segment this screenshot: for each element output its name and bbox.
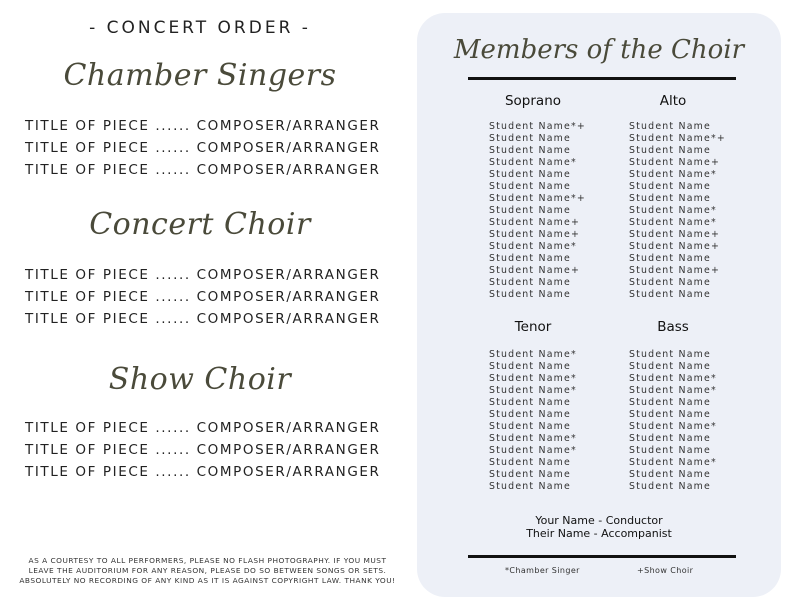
member-name: Student Name+ [489, 229, 580, 240]
tenor-heading: Tenor [514, 319, 552, 335]
section-heading-chamber-singers: Chamber Singers [63, 58, 337, 93]
member-name: Student Name+ [489, 217, 580, 228]
member-name: Student Name+ [489, 265, 580, 276]
alto-list [629, 121, 726, 301]
member-name: Student Name [629, 181, 711, 192]
program-piece: TITLE OF PIECE ...... COMPOSER/ARRANGER [25, 420, 381, 436]
member-name: Student Name [489, 133, 571, 144]
member-name: Student Name* [489, 157, 577, 168]
program-piece: TITLE OF PIECE ...... COMPOSER/ARRANGER [25, 118, 381, 134]
member-name: Student Name*+ [629, 133, 726, 144]
member-name: Student Name+ [629, 241, 720, 252]
member-name: Student Name* [489, 445, 577, 456]
member-name: Student Name+ [629, 229, 720, 240]
soprano-list [489, 121, 586, 301]
member-name: Student Name* [629, 373, 717, 384]
bass-list [629, 349, 717, 493]
member-name: Student Name* [489, 373, 577, 384]
member-name: Student Name [489, 145, 571, 156]
legend-show-choir: +Show Choir [637, 566, 694, 575]
member-name: Student Name [489, 397, 571, 408]
program-piece: TITLE OF PIECE ...... COMPOSER/ARRANGER [25, 442, 381, 458]
member-name: Student Name* [489, 385, 577, 396]
member-name: Student Name*+ [489, 193, 586, 204]
member-name: Student Name [629, 481, 711, 492]
member-name: Student Name [489, 481, 571, 492]
bass-heading: Bass [657, 319, 689, 335]
program-piece: TITLE OF PIECE ...... COMPOSER/ARRANGER [25, 267, 381, 283]
member-name: Student Name* [629, 169, 717, 180]
member-name: Student Name [489, 457, 571, 468]
section-heading-show-choir: Show Choir [108, 362, 292, 397]
member-name: Student Name [629, 145, 711, 156]
member-name: Student Name [489, 277, 571, 288]
member-name: Student Name [629, 277, 711, 288]
member-name: Student Name [629, 469, 711, 480]
member-name: Student Name* [629, 217, 717, 228]
member-name: Student Name* [629, 421, 717, 432]
member-name: Student Name* [629, 385, 717, 396]
member-name: Student Name* [629, 205, 717, 216]
section-heading-concert-choir: Concert Choir [89, 207, 311, 242]
member-name: Student Name [629, 409, 711, 420]
member-name: Student Name [489, 205, 571, 216]
program-piece: TITLE OF PIECE ...... COMPOSER/ARRANGER [25, 140, 381, 156]
member-name: Student Name [629, 289, 711, 300]
legend-chamber-singer: *Chamber Singer [505, 566, 580, 575]
member-name: Student Name [629, 253, 711, 264]
member-name: Student Name [489, 469, 571, 480]
member-name: Student Name [629, 361, 711, 372]
member-name: Student Name+ [629, 157, 720, 168]
member-name: Student Name [629, 193, 711, 204]
bottom-divider [468, 555, 736, 558]
credits [417, 514, 781, 540]
member-name: Student Name* [629, 457, 717, 468]
members-title: Members of the Choir [453, 35, 745, 65]
member-name: Student Name+ [629, 265, 720, 276]
program-piece: TITLE OF PIECE ...... COMPOSER/ARRANGER [25, 162, 381, 178]
member-name: Student Name*+ [489, 121, 586, 132]
conductor-credit: Your Name - Conductor [535, 514, 663, 527]
program-piece: TITLE OF PIECE ...... COMPOSER/ARRANGER [25, 311, 381, 327]
alto-heading: Alto [659, 93, 687, 109]
member-name: Student Name [629, 349, 711, 360]
member-name: Student Name [629, 445, 711, 456]
program-piece: TITLE OF PIECE ...... COMPOSER/ARRANGER [25, 289, 381, 305]
member-name: Student Name* [489, 349, 577, 360]
soprano-heading: Soprano [504, 93, 562, 109]
member-name: Student Name [489, 169, 571, 180]
top-divider [468, 77, 736, 80]
member-name: Student Name [489, 421, 571, 432]
tenor-list [489, 349, 577, 493]
accompanist-credit: Their Name - Accompanist [526, 527, 672, 540]
concert-order-title: - CONCERT ORDER - [89, 18, 311, 38]
courtesy-note: AS A COURTESY TO ALL PERFORMERS, PLEASE NO FLASH PHOTOGRAPHY. IF YOU MUST LEAVE THE AUDITORIUM FOR ANY REASON, PLEASE DO SO BETWEEN SONGS OR SETS. ABSOLUTELY NO RECORDING OF ANY KIND AS IT IS AGAINST COPYRIGHT LAW. THANK YOU! [19, 556, 396, 585]
member-name: Student Name [489, 361, 571, 372]
member-name: Student Name [489, 289, 571, 300]
member-name: Student Name [629, 397, 711, 408]
member-name: Student Name [489, 181, 571, 192]
member-name: Student Name [489, 409, 571, 420]
member-name: Student Name* [489, 241, 577, 252]
member-name: Student Name* [489, 433, 577, 444]
program-piece: TITLE OF PIECE ...... COMPOSER/ARRANGER [25, 464, 381, 480]
member-name: Student Name [489, 253, 571, 264]
members-panel [417, 13, 781, 597]
member-name: Student Name [629, 433, 711, 444]
member-name: Student Name [629, 121, 711, 132]
